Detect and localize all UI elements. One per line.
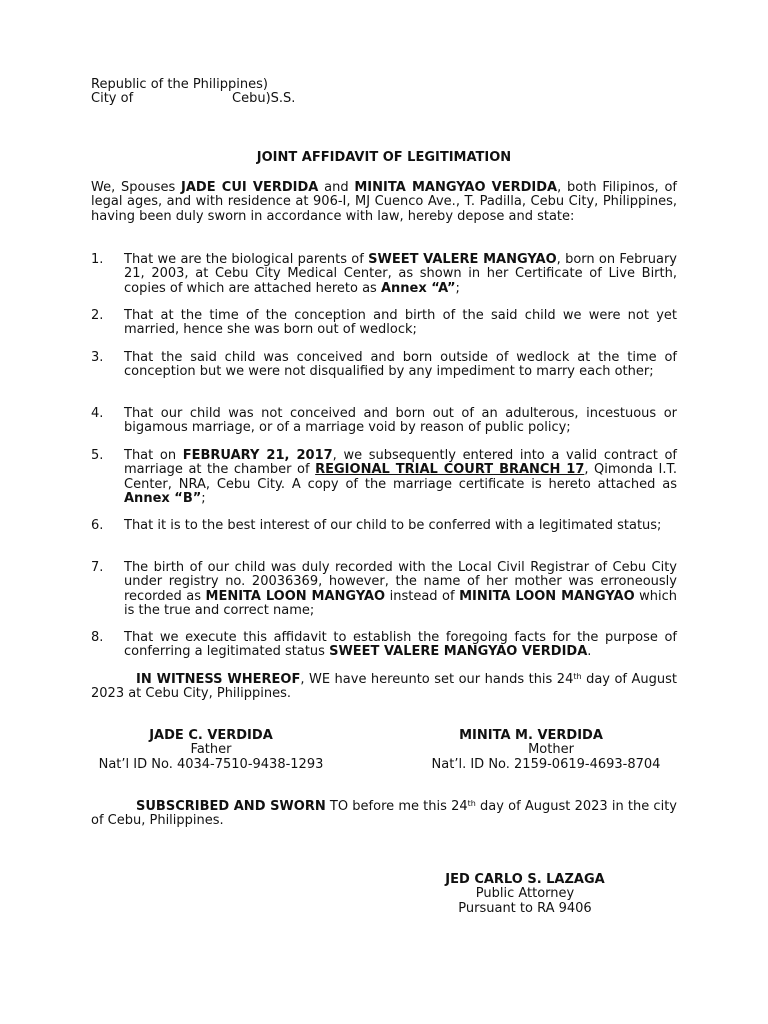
list-item-text: That it is to the best interest of our child to be conferred with a legitimated status; bbox=[124, 518, 662, 533]
list-item bbox=[91, 407, 677, 436]
intro-paragraph: We, Spouses JADE CUI VERDIDA and MINITA MANGYAO VERDIDA, both Filipinos, of legal ages, and with residence at 906-I, MJ Cuenco Ave., T. Padilla, Cebu City, Philippines, having been duly sworn in accordance with law, hereby depose and state: bbox=[91, 180, 677, 224]
attorney-authority: Pursuant to RA 9406 bbox=[458, 900, 592, 916]
jurat-paragraph: SUBSCRIBED AND SWORN TO before me this 24th day of August 2023 in the city of Cebu, Philippines. bbox=[91, 799, 677, 829]
mother-signature-block bbox=[424, 729, 668, 772]
mother-id: Nat’l. ID No. 2159-0619-4693-8704 bbox=[431, 756, 661, 772]
list-item-number: 3. bbox=[91, 350, 104, 365]
list-item-text: The birth of our child was duly recorded with the Local Civil Registrar of Cebu City under registry no. 20036369, however, the name of her mother was erroneously recorded as MENITA LOON MANGYAO instead of MINITA LOON MANGYAO which is the true and correct name; bbox=[124, 560, 677, 619]
mother-name: MINITA M. VERDIDA bbox=[459, 728, 603, 743]
list-item-number: 1. bbox=[91, 252, 104, 267]
list-item-text: That the said child was conceived and born outside of wedlock at the time of conception but we were not disqualified by any impediment to marry each other; bbox=[124, 350, 677, 380]
venue-line-2 bbox=[91, 92, 677, 107]
mother-role: Mother bbox=[528, 742, 574, 758]
spouse-2-name: MINITA MANGYAO VERDIDA bbox=[354, 180, 558, 195]
attorney-block bbox=[432, 873, 618, 916]
attorney-title: Public Attorney bbox=[475, 886, 575, 902]
father-name: JADE C. VERDIDA bbox=[149, 728, 273, 743]
list-item-text: That we execute this affidavit to establish the foregoing facts for the purpose of conferring a legitimated status SWEET VALERE MANGYAO VERDIDA. bbox=[124, 630, 677, 660]
list-item-text: That at the time of the conception and birth of the said child we were not yet married, hence she was born out of wedlock; bbox=[124, 308, 677, 338]
list-item-text: That our child was not conceived and born out of an adulterous, incestuous or bigamous marriage, or of a marriage void by reason of public policy; bbox=[124, 406, 677, 436]
list-item-number: 8. bbox=[91, 630, 104, 645]
court-name: REGIONAL TRIAL COURT BRANCH 17 bbox=[315, 462, 585, 478]
list-item bbox=[91, 351, 677, 380]
venue-block bbox=[91, 78, 677, 107]
father-signature-block bbox=[91, 729, 331, 772]
document-title: JOINT AFFIDAVIT OF LEGITIMATION bbox=[256, 150, 512, 165]
list-item-number: 2. bbox=[91, 308, 104, 323]
list-item-number: 6. bbox=[91, 518, 104, 533]
list-item-text: That on FEBRUARY 21, 2017, we subsequently entered into a valid contract of marriage at the chamber of REGIONAL TRIAL COURT BRANCH 17, Qimonda I.T. Center, NRA, Cebu City. A copy of the marriage certificate is hereto attached as Annex “B”; bbox=[124, 448, 678, 507]
list-item bbox=[91, 309, 677, 338]
father-role: Father bbox=[190, 742, 232, 758]
list-item-text: That we are the biological parents of SWEET VALERE MANGYAO, born on February 21, 2003, at Cebu City Medical Center, as shown in her Certificate of Live Birth, copies of which are attached hereto as Annex “A”; bbox=[124, 252, 678, 296]
father-id: Nat’l ID No. 4034-7510-9438-1293 bbox=[98, 756, 324, 772]
list-item-number: 7. bbox=[91, 560, 104, 575]
list-item-number: 4. bbox=[91, 406, 104, 421]
list-item bbox=[91, 449, 677, 507]
list-item-number: 5. bbox=[91, 448, 104, 463]
list-item bbox=[91, 631, 677, 660]
attorney-name: JED CARLO S. LAZAGA bbox=[445, 872, 605, 887]
spouse-1-name: JADE CUI VERDIDA bbox=[181, 180, 319, 195]
venue-city-label: City of bbox=[91, 91, 134, 107]
list-item bbox=[91, 253, 677, 296]
list-item bbox=[91, 519, 677, 533]
list-item bbox=[91, 561, 677, 619]
witness-paragraph: IN WITNESS WHEREOF, WE have hereunto set our hands this 24th day of August 2023 at Cebu City, Philippines. bbox=[91, 672, 677, 702]
venue-city-value: Cebu)S.S. bbox=[232, 91, 296, 107]
venue-line-1: Republic of the Philippines) bbox=[91, 77, 268, 92]
